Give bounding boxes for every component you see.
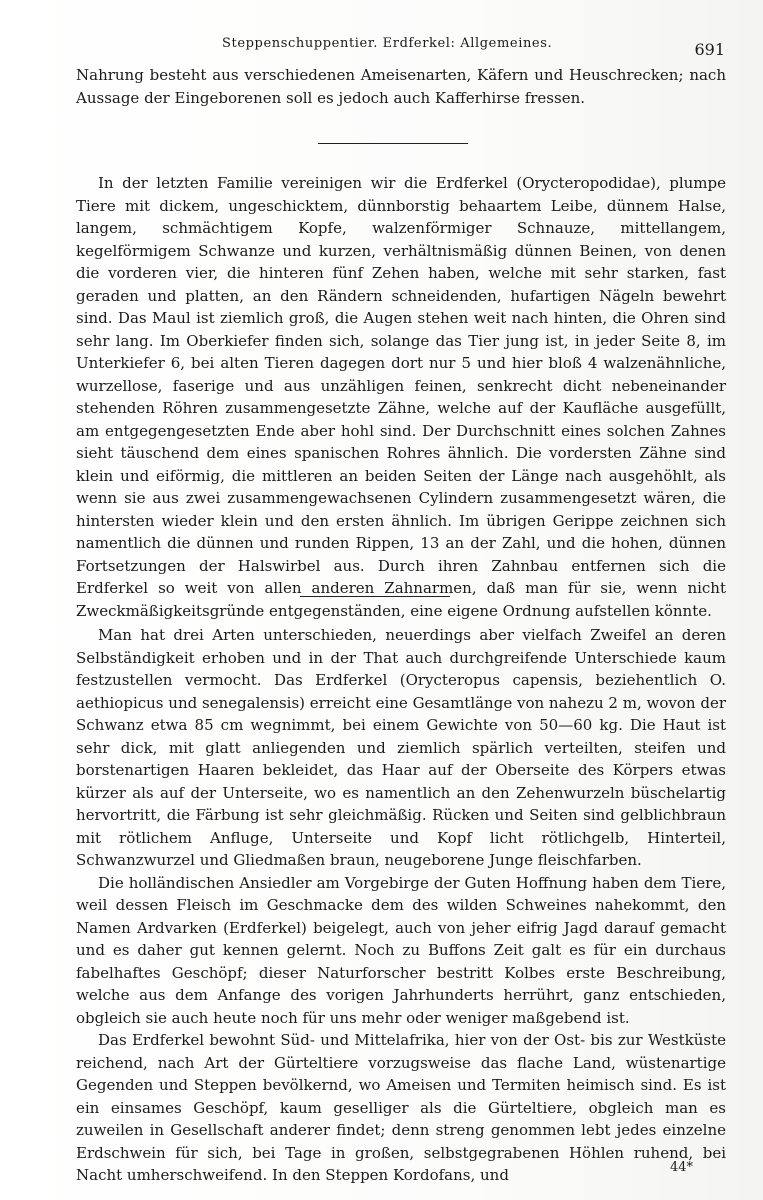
paragraph-text: Man hat drei Arten unterschieden, neuerdings aber vielfach Zweifel an deren Selbständigkeit erhoben und in der That auch durchgreifende Unterschiede kaum festzustellen vermocht. Das Erdferkel (Orycteropus capensis, beziehentlich O. aethiopicus und senegalensis) erreicht eine Gesamtlänge von nahezu 2 m, wovon der Schwanz etwa 85 cm wegnimmt, bei einem Gewichte von 50—60 kg. Die Haut ist sehr dick, mit glatt anliegenden und ziemlich spärlich verteilten, steifen und borstenartigen Haaren bekleidet, das Haar auf der Oberseite des Körpers etwas kürzer als auf der Unterseite, wo es namentlich an den Zehenwurzeln büschelartig hervortritt, die Färbung ist sehr gleichmäßig. Rücken und Seiten sind gelblichbraun mit rötlichem Anfluge, Unterseite und Kopf licht rötlichgelb, Hinterteil, Schwanzwurzel und Gliedmaßen braun, neugeborene Junge fleischfarben. (76, 626, 726, 869)
paragraph-text: Das Erdferkel bewohnt Süd- und Mittelafrika, hier von der Ost- bis zur Westküste reichend, nach Art der Gürteltiere vorzugsweise das flache Land, wüstenartige Gegenden und Steppen bevölkernd, wo Ameisen und Termiten heimisch sind. Es ist ein einsames Geschöpf, kaum geselliger als die Gürteltiere, obgleich man es zuweilen in Gesellschaft anderer findet; denn streng genommen lebt jedes einzelne Erdschwein für sich, bei Tage in großen, selbstgegrabenen Höhlen ruhend, bei Nacht umherschweifend. In den Steppen Kordofans, und (76, 1031, 726, 1184)
header-title: Steppenschuppentier. Erdferkel: Allgemeines. (222, 36, 553, 51)
family-description-paragraph (76, 172, 726, 622)
paragraph-continuation (76, 64, 726, 109)
page-number: 691 (694, 40, 725, 59)
printer-signature: 44* (669, 1160, 693, 1175)
section-divider (300, 596, 450, 597)
species-section (76, 624, 726, 1187)
paragraph-text: Nahrung besteht aus verschiedenen Ameisenarten, Käfern und Heuschrecken; nach Aussage der Eingeborenen soll es jedoch auch Kafferhirse fressen. (76, 66, 726, 107)
paragraph-text: In der letzten Familie vereinigen wir die Erdferkel (Orycteropodidae), plumpe Tiere mit dickem, ungeschicktem, dünnborstig behaartem Leibe, dünnem Halse, langem, schmächtigem Kopfe, walzenförmiger Schnauze, mittellangem, kegelförmigem Schwanze und kurzen, verhältnismäßig dünnen Beinen, von denen die vorderen vier, die hinteren fünf Zehen haben, welche mit sehr starken, fast geraden und platten, an den Rändern schneidenden, hufartigen Nägeln bewehrt sind. Das Maul ist ziemlich groß, die Augen stehen weit nach hinten, die Ohren sind sehr lang. Im Oberkiefer finden sich, solange das Tier jung ist, in jeder Seite 8, im Unterkiefer 6, bei alten Tieren dagegen dort nur 5 und hier bloß 4 walzenähnliche, wurzellose, faserige und aus unzähligen feinen, senkrecht dicht nebeneinander stehenden Röhren zusammengesetzte Zähne, welche auf der Kaufläche ausgefüllt, am entgegengesetzten Ende aber hohl sind. Der Durchschnitt eines solchen Zahnes sieht täuschend dem eines spanischen Rohres ähnlich. Die vordersten Zähne sind klein und eiförmig, die mittleren an beiden Seiten der Länge nach ausgehöhlt, als wenn sie aus zwei zusammengewachsenen Cylindern zusammengesetzt wären, die hintersten wieder klein und den ersten ähnlich. Im übrigen Gerippe zeichnen sich namentlich die dünnen und runden Rippen, 13 an der Zahl, und die hohen, dünnen Fortsetzungen der Halswirbel aus. Durch ihren Zahnbau entfernen sich die Erdferkel so weit von allen anderen Zahnarmen, daß man für sie, wenn nicht Zweckmäßigkeitsgründe entgegenständen, eine eigene Ordnung aufstellen könnte. (76, 174, 726, 620)
running-header (0, 36, 763, 60)
section-divider (318, 143, 468, 144)
paragraph-text: Die holländischen Ansiedler am Vorgebirge der Guten Hoffnung haben dem Tiere, weil dessen Fleisch im Geschmacke dem des wilden Schweines nahekommt, den Namen Ardvarken (Erdferkel) beigelegt, auch von jeher eifrig Jagd darauf gemacht und es daher gut kennen gelernt. Noch zu Buffons Zeit galt es für ein durchaus fabelhaftes Geschöpf; dieser Naturforscher bestritt Kolbes erste Beschreibung, welche aus dem Anfange des vorigen Jahrhunderts herrührt, ganz entschieden, obgleich sie auch heute noch für uns mehr oder weniger maßgebend ist. (76, 873, 726, 1027)
